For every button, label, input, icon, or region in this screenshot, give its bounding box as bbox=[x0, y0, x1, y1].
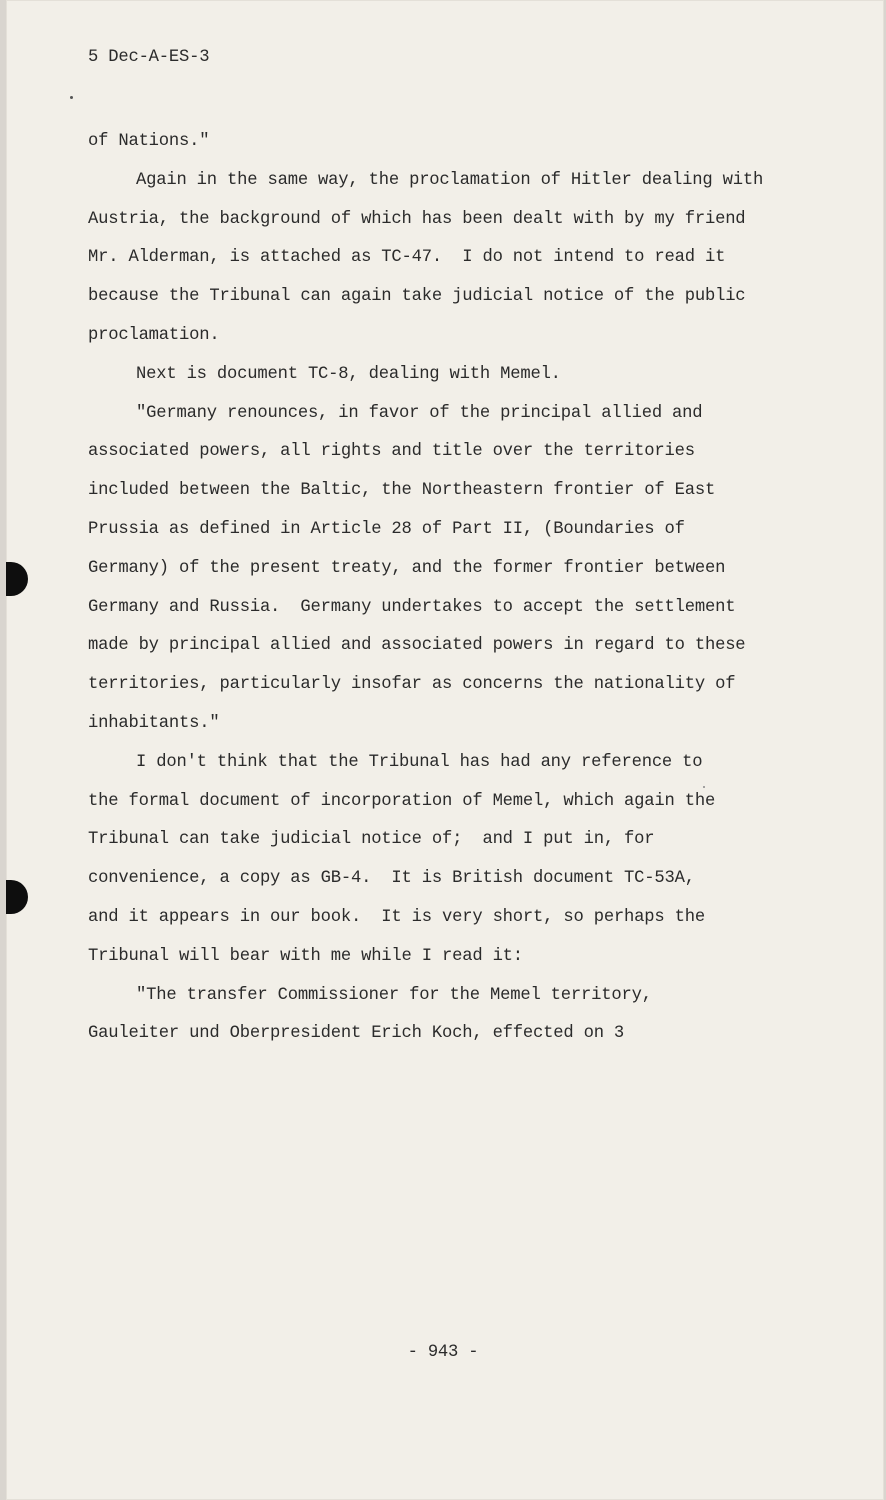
transcript-line: territories, particularly insofar as concerns the nationality of bbox=[88, 675, 736, 695]
transcript-line: Prussia as defined in Article 28 of Part II, (Boundaries of bbox=[88, 519, 685, 539]
transcript-line: Germany) of the present treaty, and the former frontier between bbox=[88, 558, 726, 578]
transcript-line: convenience, a copy as GB-4. It is British document TC-53A, bbox=[88, 869, 695, 889]
page-reference: 5 Dec-A-ES-3 bbox=[88, 48, 210, 67]
punch-hole-lower bbox=[6, 880, 28, 914]
transcript-line: associated powers, all rights and title over the territories bbox=[88, 442, 695, 462]
transcript-line: "The transfer Commissioner for the Memel territory, bbox=[136, 985, 652, 1005]
transcript-line: inhabitants." bbox=[88, 713, 220, 733]
transcript-line: made by principal allied and associated powers in regard to these bbox=[88, 636, 746, 656]
transcript-line: "Germany renounces, in favor of the principal allied and bbox=[136, 403, 703, 423]
transcript-line: and it appears in our book. It is very short, so perhaps the bbox=[88, 907, 705, 927]
stray-ink-mark bbox=[70, 96, 73, 99]
transcript-line: Tribunal can take judicial notice of; and I put in, for bbox=[88, 830, 655, 850]
page-number: - 943 - bbox=[407, 1343, 479, 1362]
punch-hole-upper bbox=[6, 562, 28, 596]
transcript-line: Gauleiter und Oberpresident Erich Koch, effected on 3 bbox=[88, 1024, 625, 1044]
transcript-line: the formal document of incorporation of Memel, which again the bbox=[88, 791, 716, 811]
transcript-line: I don't think that the Tribunal has had any reference to bbox=[136, 752, 703, 772]
transcript-line: of Nations." bbox=[88, 132, 210, 151]
transcript-line: Austria, the background of which has been dealt with by my friend bbox=[88, 209, 746, 229]
transcript-line: Germany and Russia. Germany undertakes to accept the settlement bbox=[88, 597, 736, 617]
transcript-line: Tribunal will bear with me while I read it: bbox=[88, 946, 523, 966]
transcript-body bbox=[88, 123, 763, 1054]
transcript-line: because the Tribunal can again take judicial notice of the public bbox=[88, 287, 746, 307]
transcript-line: proclamation. bbox=[88, 325, 220, 345]
transcript-line: Mr. Alderman, is attached as TC-47. I do not intend to read it bbox=[88, 248, 726, 268]
transcript-line: Again in the same way, the proclamation of Hitler dealing with bbox=[136, 170, 764, 190]
transcript-line: included between the Baltic, the Northeastern frontier of East bbox=[88, 481, 716, 501]
transcript-line: Next is document TC-8, dealing with Memel. bbox=[136, 364, 561, 384]
